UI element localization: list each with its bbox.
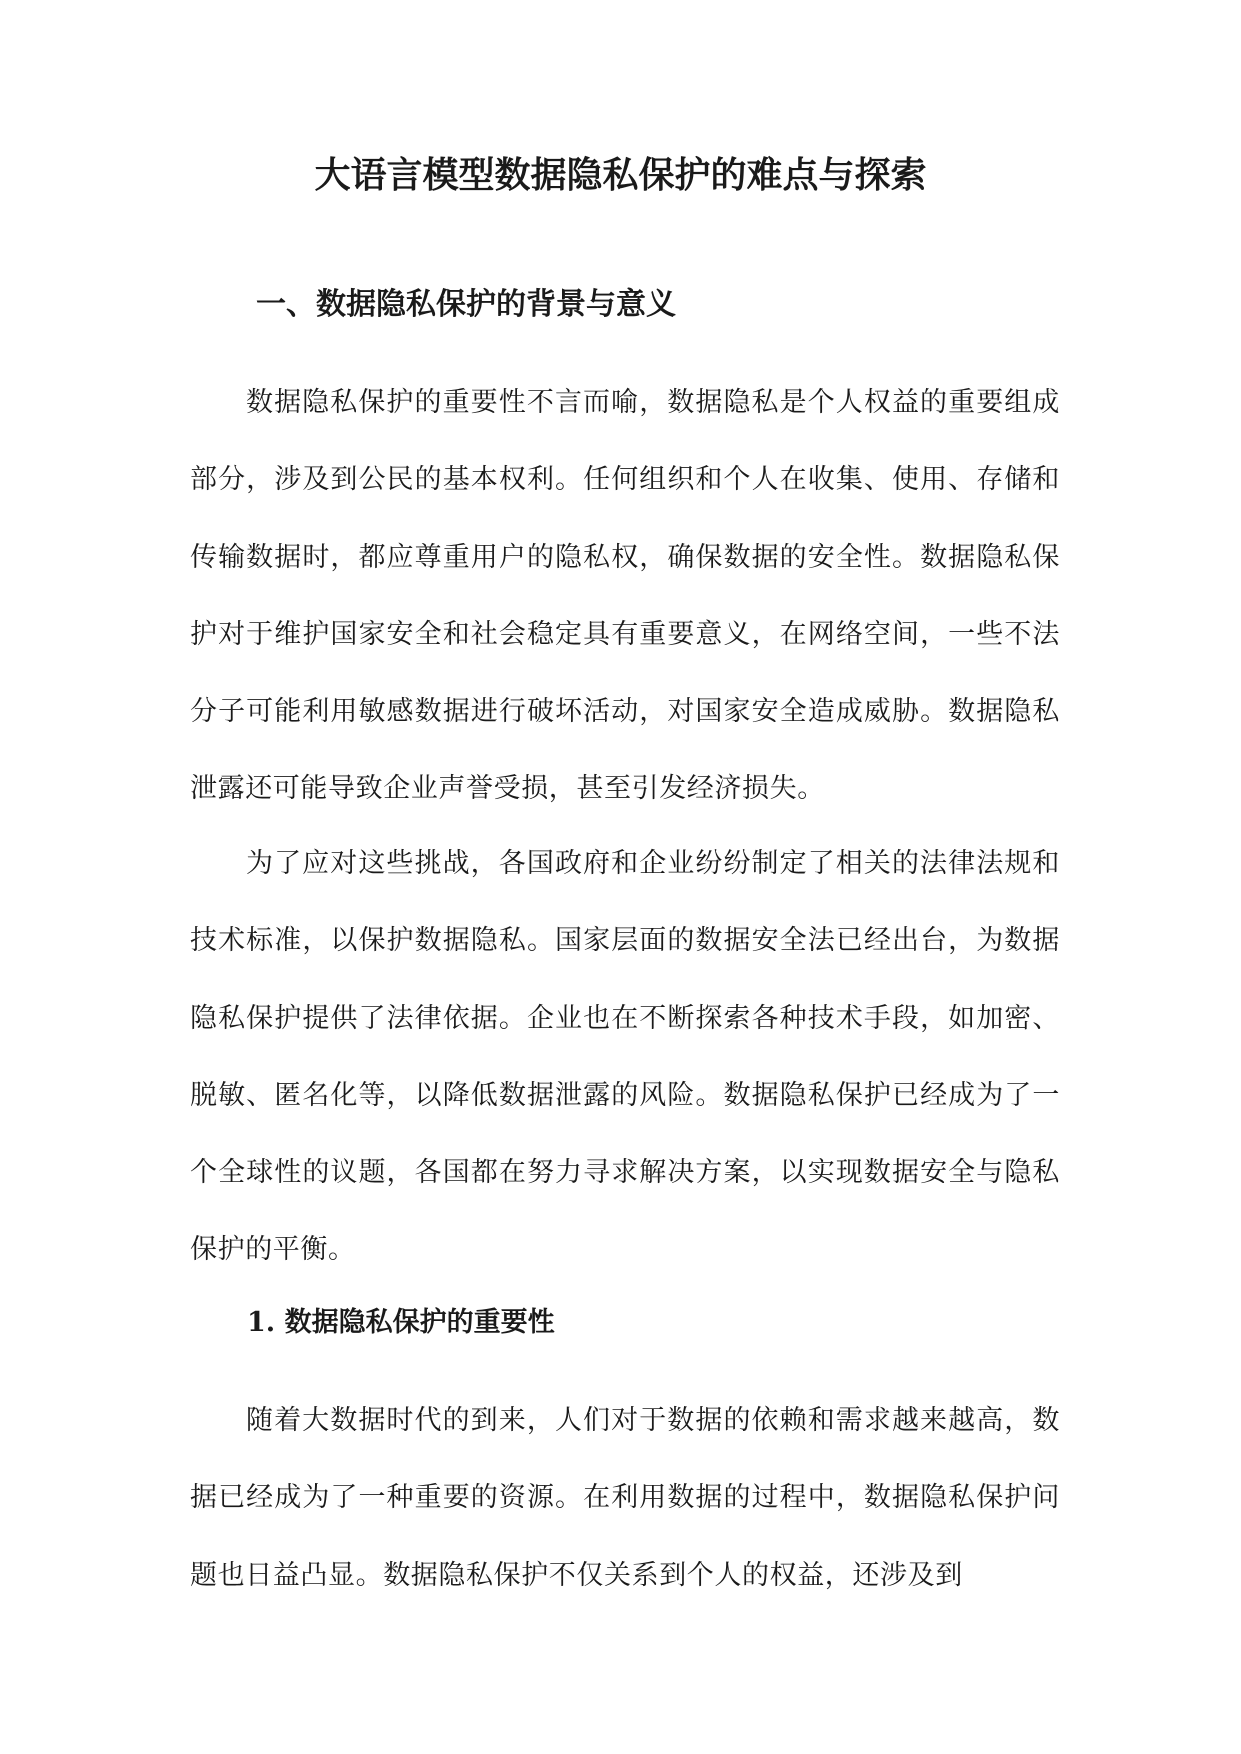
paragraph-importance-intro: 数据隐私保护的重要性不言而喻，数据隐私是个人权益的重要组成部分，涉及到公民的基本权利。任何组织和个人在收集、使用、存储和传输数据时，都应尊重用户的隐私权，确保数据的安全性。数据隐私保护对于维护国家安全和社会稳定具有重要意义，在网络空间，一些不法分子可能利用敏感数据进行破坏活动，对国家安全造成威胁。数据隐私泄露还可能导致企业声誉受损，甚至引发经济损失。: [190, 387, 1060, 805]
paragraph-big-data-era: 随着大数据时代的到来，人们对于数据的依赖和需求越来越高，数据已经成为了一种重要的资源。在利用数据的过程中，数据隐私保护问题也日益凸显。数据隐私保护不仅关系到个人的权益，还涉及到: [190, 1405, 1060, 1591]
paragraph-regulations: 为了应对这些挑战，各国政府和企业纷纷制定了相关的法律法规和技术标准，以保护数据隐私。国家层面的数据安全法已经出台，为数据隐私保护提供了法律依据。企业也在不断探索各种技术手段，如加密、脱敏、匿名化等，以降低数据泄露的风险。数据隐私保护已经成为了一个全球性的议题，各国都在努力寻求解决方案，以实现数据安全与隐私保护的平衡。: [190, 848, 1060, 1266]
section-heading-background: 一、数据隐私保护的背景与意义: [256, 287, 676, 322]
document-title: 大语言模型数据隐私保护的难点与探索: [314, 154, 927, 196]
subsection-heading-importance: 1. 数据隐私保护的重要性: [247, 1307, 555, 1338]
